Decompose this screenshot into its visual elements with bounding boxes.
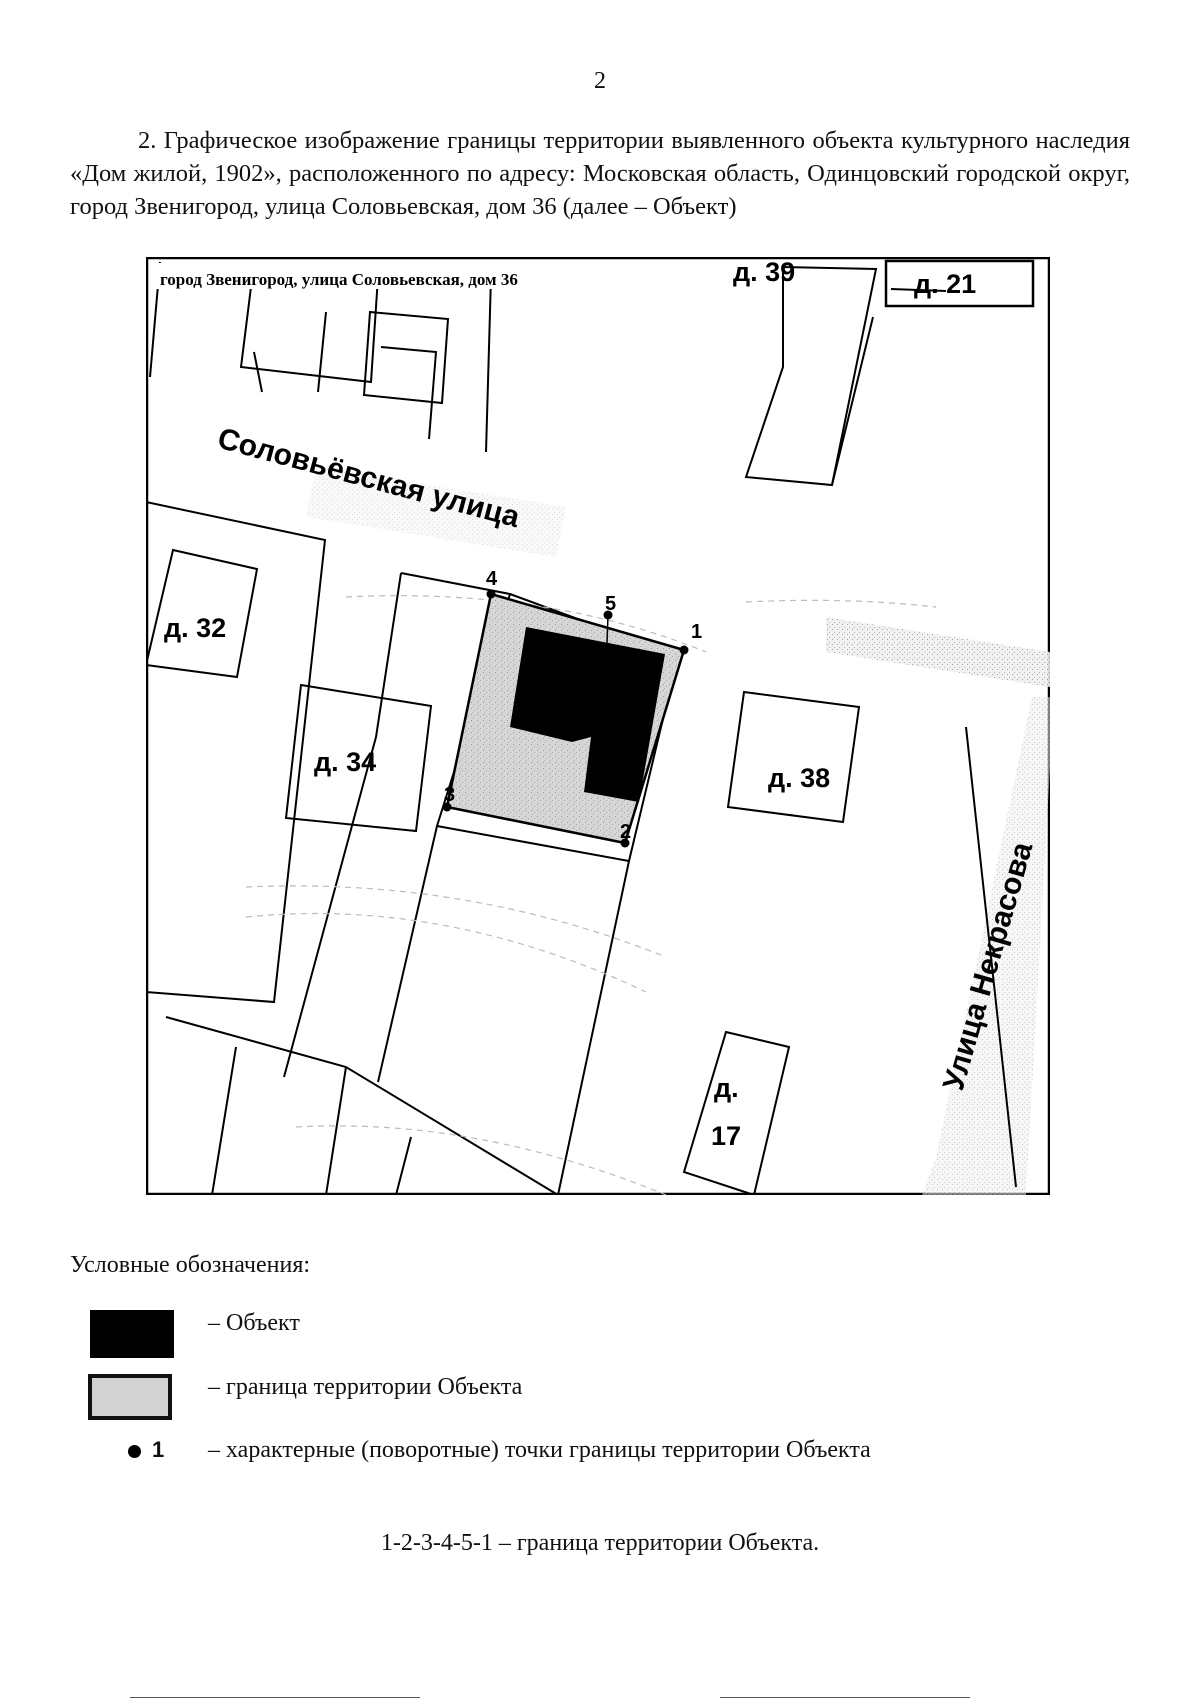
footer-line-left xyxy=(130,1697,420,1698)
house-label-d17-line2: 17 xyxy=(711,1121,742,1151)
house-label-d21: д. 21 xyxy=(914,269,977,299)
boundary-map xyxy=(146,257,1050,1195)
point-label-4: 4 xyxy=(486,568,498,590)
house-label-d39: д. 39 xyxy=(733,257,796,287)
house-label-d34: д. 34 xyxy=(314,747,377,777)
house-label-d17-line1: д. xyxy=(714,1073,739,1103)
point-label-5: 5 xyxy=(605,593,617,615)
legend-item-object xyxy=(70,1310,1130,1358)
legend-label-points: – характерные (поворотные) точки границы территории Объекта xyxy=(208,1437,871,1463)
boundary-formula: 1-2-3-4-5-1 – граница территории Объекта. xyxy=(380,1530,820,1556)
point-label-3: 3 xyxy=(444,784,456,806)
street-label-solovyovskaya: Соловьёвская улица xyxy=(214,421,524,535)
object-swatch xyxy=(90,1310,174,1358)
point-label-1: 1 xyxy=(691,621,703,643)
boundary-point-1 xyxy=(680,646,689,655)
map-caption: город Звенигород, улица Соловьевская, дом 36 xyxy=(160,270,518,289)
boundary-swatch xyxy=(88,1374,172,1420)
point-label-2: 2 xyxy=(620,821,632,843)
legend-label-boundary: – граница территории Объекта xyxy=(208,1374,523,1400)
boundary-point-4 xyxy=(487,590,496,599)
street-label-nekrasova: Улица Некрасова xyxy=(937,838,1040,1094)
intro-text: 2. Графическое изображение границы территории выявленного объекта культурного наследия «Дом жилой, 1902», расположенного по адресу: Московская область, Одинцовский городской округ, город Звенигород, улица Соловьевская, дом 36 (далее – Объект) xyxy=(70,127,1130,220)
page-number: 2 xyxy=(594,68,606,94)
point-symbol-dot xyxy=(128,1445,141,1458)
intro-paragraph xyxy=(70,124,1130,223)
house-label-d32: д. 32 xyxy=(164,613,227,643)
point-symbol-number: 1 xyxy=(152,1437,165,1462)
legend-title: Условные обозначения: xyxy=(70,1252,311,1278)
legend-item-boundary xyxy=(70,1374,1130,1422)
house-label-d38: д. 38 xyxy=(768,763,831,793)
footer-line-right xyxy=(720,1697,970,1698)
legend-label-object: – Объект xyxy=(208,1310,300,1336)
legend-item-points xyxy=(70,1437,1130,1485)
